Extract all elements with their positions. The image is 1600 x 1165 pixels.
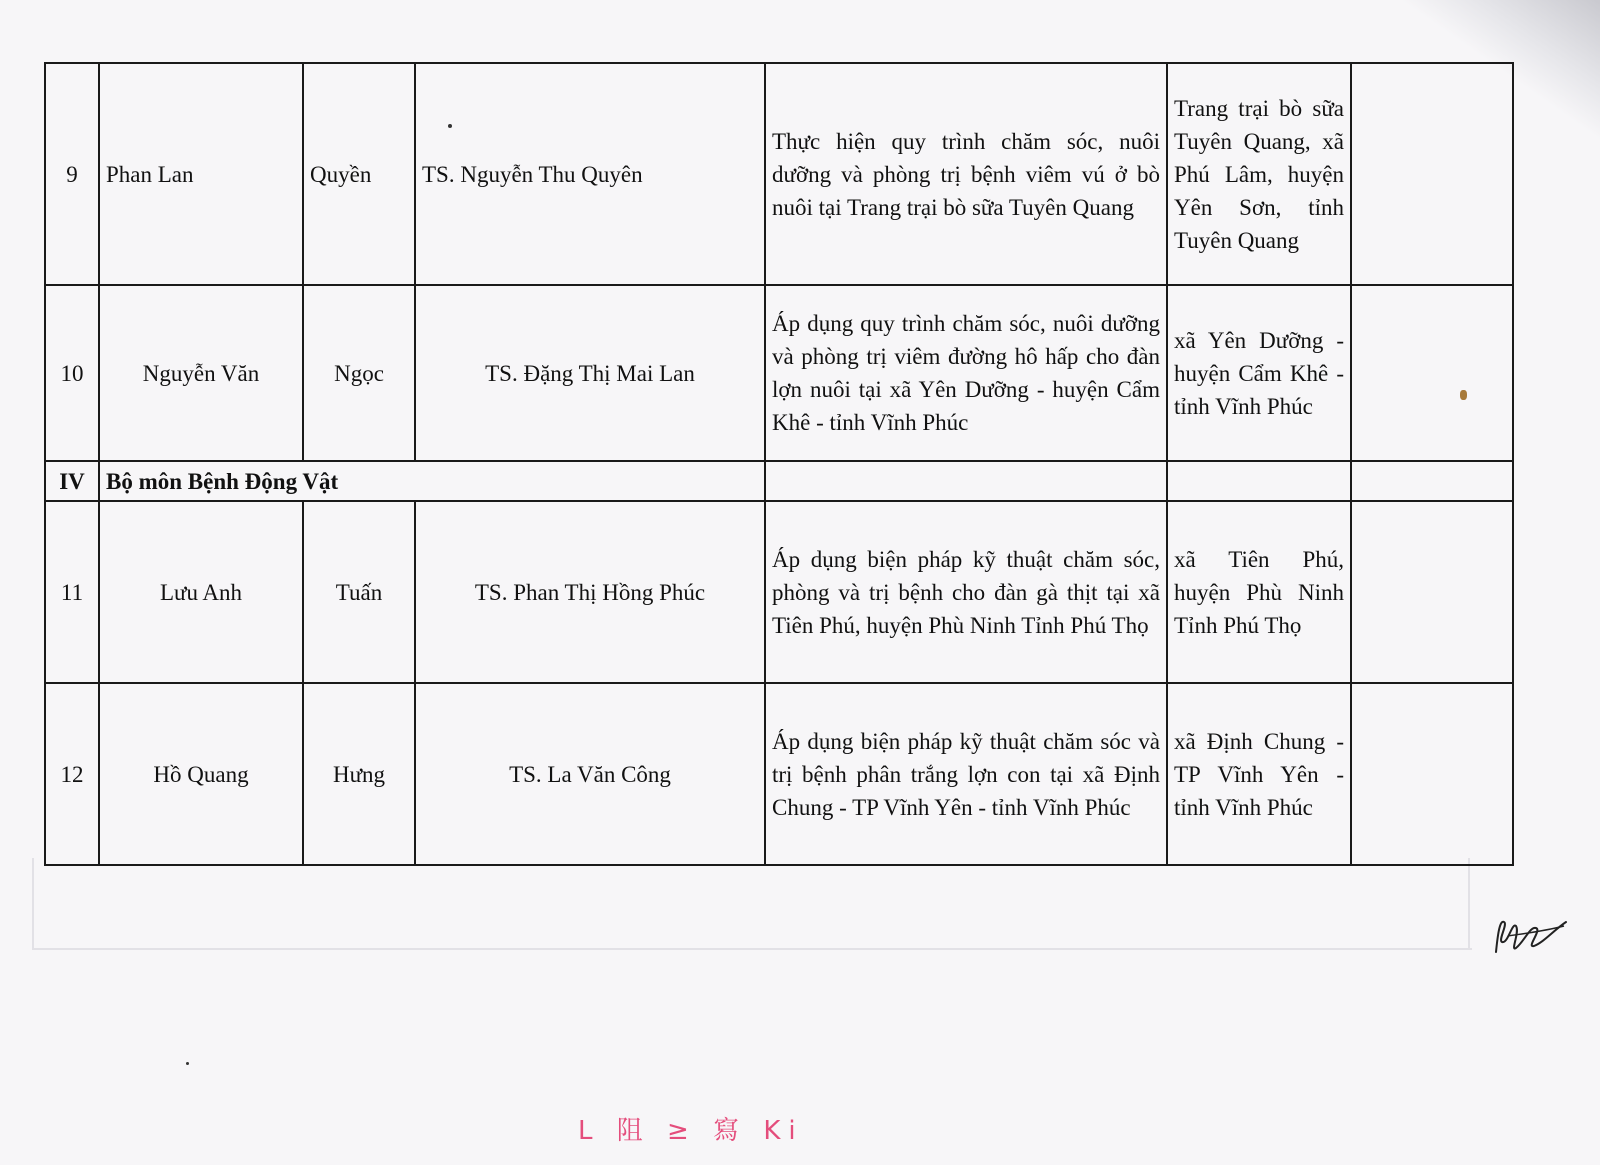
signature-mark [1490,912,1570,962]
empty-cell [1167,461,1351,501]
bleed-through-line [1468,858,1470,950]
last-name-cell: Lưu Anh [99,501,303,683]
section-row [45,461,1513,501]
supervisor-cell: TS. Phan Thị Hồng Phúc [415,501,765,683]
last-name-cell: Phan Lan [99,63,303,285]
supervisor-cell: TS. La Văn Công [415,683,765,865]
section-number: IV [45,461,99,501]
supervisor-cell: TS. Nguyễn Thu Quyên [415,63,765,285]
place-cell: xã Định Chung - TP Vĩnh Yên - tỉnh Vĩnh Phúc [1167,683,1351,865]
place-cell: Trang trại bò sữa Tuyên Quang, xã Phú Lâm, huyện Yên Sơn, tỉnh Tuyên Quang [1167,63,1351,285]
supervisor-cell: TS. Đặng Thị Mai Lan [415,285,765,461]
note-cell [1351,285,1513,461]
students-table [44,62,1514,866]
topic-cell: Áp dụng biện pháp kỹ thuật chăm sóc và trị bệnh phân trắng lợn con tại xã Định Chung - TP Vĩnh Yên - tỉnh Vĩnh Phúc [765,683,1167,865]
stt-cell: 9 [45,63,99,285]
note-cell [1351,63,1513,285]
note-cell [1351,683,1513,865]
red-stamp-mark: L 阻 ≥ 寫 Ki [578,1116,804,1146]
topic-cell: Thực hiện quy trình chăm sóc, nuôi dưỡng và phòng trị bệnh viêm vú ở bò nuôi tại Trang trại bò sữa Tuyên Quang [765,63,1167,285]
stt-cell: 11 [45,501,99,683]
table-row [45,501,1513,683]
section-title: Bộ môn Bệnh Động Vật [99,461,765,501]
topic-cell: Áp dụng biện pháp kỹ thuật chăm sóc, phòng và trị bệnh cho đàn gà thịt tại xã Tiên Phú, huyện Phù Ninh Tỉnh Phú Thọ [765,501,1167,683]
place-cell: xã Tiên Phú, huyện Phù Ninh Tỉnh Phú Thọ [1167,501,1351,683]
stt-cell: 12 [45,683,99,865]
table-row [45,683,1513,865]
note-cell [1351,501,1513,683]
first-name-cell: Tuấn [303,501,415,683]
last-name-cell: Hồ Quang [99,683,303,865]
place-cell: xã Yên Dưỡng - huyện Cẩm Khê - tỉnh Vĩnh Phúc [1167,285,1351,461]
first-name-cell: Hưng [303,683,415,865]
ink-dot [448,124,452,128]
table-row [45,63,1513,285]
bleed-through-line [32,948,1472,950]
topic-cell: Áp dụng quy trình chăm sóc, nuôi dưỡng và phòng trị viêm đường hô hấp cho đàn lợn nuôi tại xã Yên Dưỡng - huyện Cẩm Khê - tỉnh Vĩnh Phúc [765,285,1167,461]
last-name-cell: Nguyễn Văn [99,285,303,461]
table-row [45,285,1513,461]
empty-cell [1351,461,1513,501]
stt-cell: 10 [45,285,99,461]
bleed-through-line [32,858,34,950]
first-name-cell: Ngọc [303,285,415,461]
empty-cell [765,461,1167,501]
first-name-cell: Quyền [303,63,415,285]
ink-speck [1460,390,1467,400]
ink-dot [186,1062,189,1065]
